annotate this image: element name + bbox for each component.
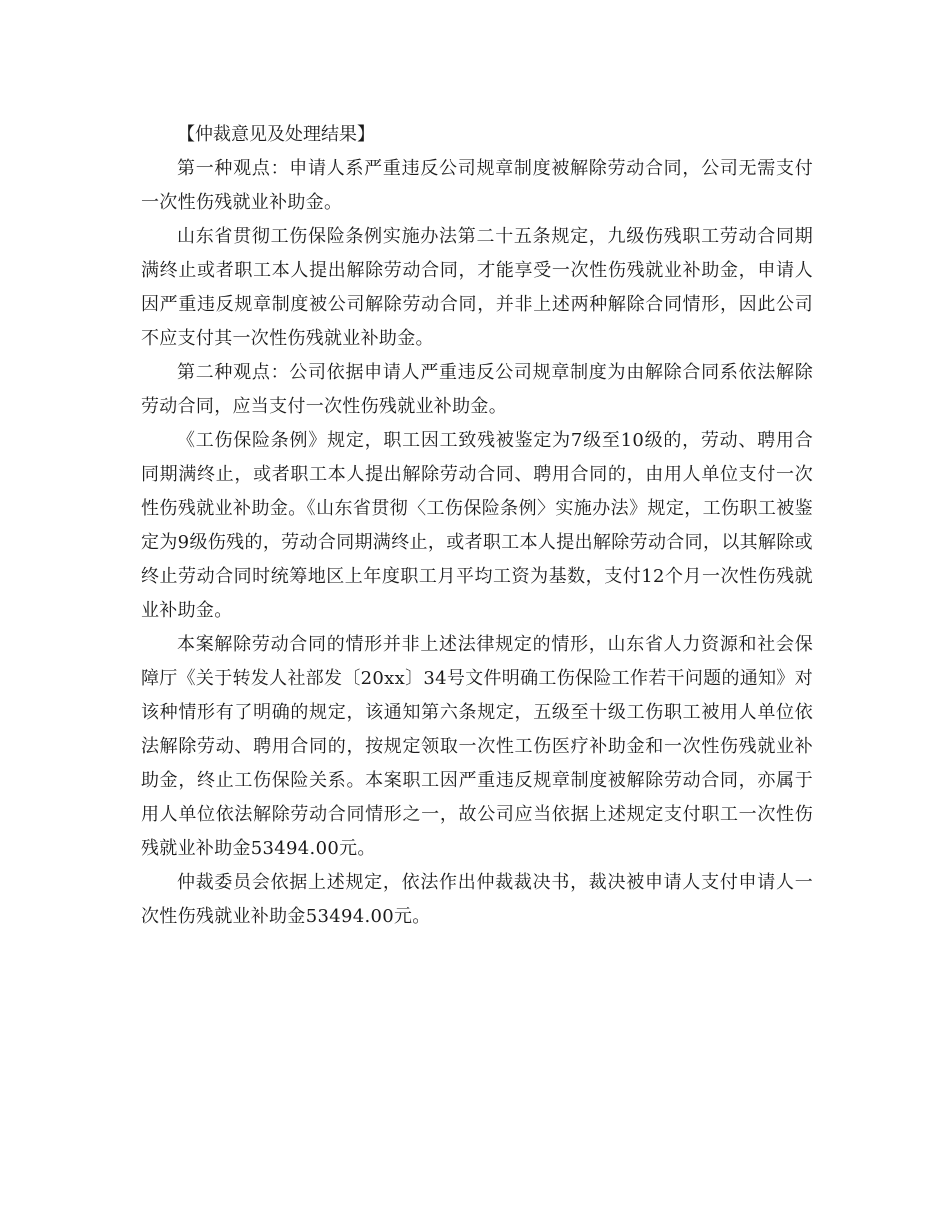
section-heading: 【仲裁意见及处理结果】 <box>177 124 375 145</box>
paragraph-second-view: 第二种观点：公司依据申请人严重违反公司规章制度为由解除合同系依法解除劳动合同，应当支付一次性伤残就业补助金。 <box>141 362 813 417</box>
paragraph-shandong-rule: 山东省贯彻工伤保险条例实施办法第二十五条规定，九级伤残职工劳动合同期满终止或者职工本人提出解除劳动合同，才能享受一次性伤残就业补助金，申请人因严重违反规章制度被公司解除劳动合同，并非上述两种解除合同情形，因此公司不应支付其一次性伤残就业补助金。 <box>141 226 813 349</box>
paragraph-first-view: 第一种观点：申请人系严重违反公司规章制度被解除劳动合同，公司无需支付一次性伤残就业补助金。 <box>141 158 813 213</box>
paragraph-ruling: 仲裁委员会依据上述规定，依法作出仲裁裁决书，裁决被申请人支付申请人一次性伤残就业补助金53494.00元。 <box>141 872 813 927</box>
document-body <box>141 118 813 934</box>
paragraph-regulation: 《工伤保险条例》规定，职工因工致残被鉴定为7级至10级的，劳动、聘用合同期满终止，或者职工本人提出解除劳动合同、聘用合同的，由用人单位支付一次性伤残就业补助金。《山东省贯彻〈工伤保险条例〉实施办法》规定，工伤职工被鉴定为9级伤残的，劳动合同期满终止，或者职工本人提出解除劳动合同，以其解除或终止劳动合同时统筹地区上年度职工月平均工资为基数，支付12个月一次性伤残就业补助金。 <box>141 430 813 621</box>
paragraph-case-analysis: 本案解除劳动合同的情形并非上述法律规定的情形，山东省人力资源和社会保障厅《关于转发人社部发〔20xx〕34号文件明确工伤保险工作若干问题的通知》对该种情形有了明确的规定，该通知第六条规定，五级至十级工伤职工被用人单位依法解除劳动、聘用合同的，按规定领取一次性工伤医疗补助金和一次性伤残就业补助金，终止工伤保险关系。本案职工因严重违反规章制度被解除劳动合同，亦属于用人单位依法解除劳动合同情形之一，故公司应当依据上述规定支付职工一次性伤残就业补助金53494.00元。 <box>141 634 813 859</box>
